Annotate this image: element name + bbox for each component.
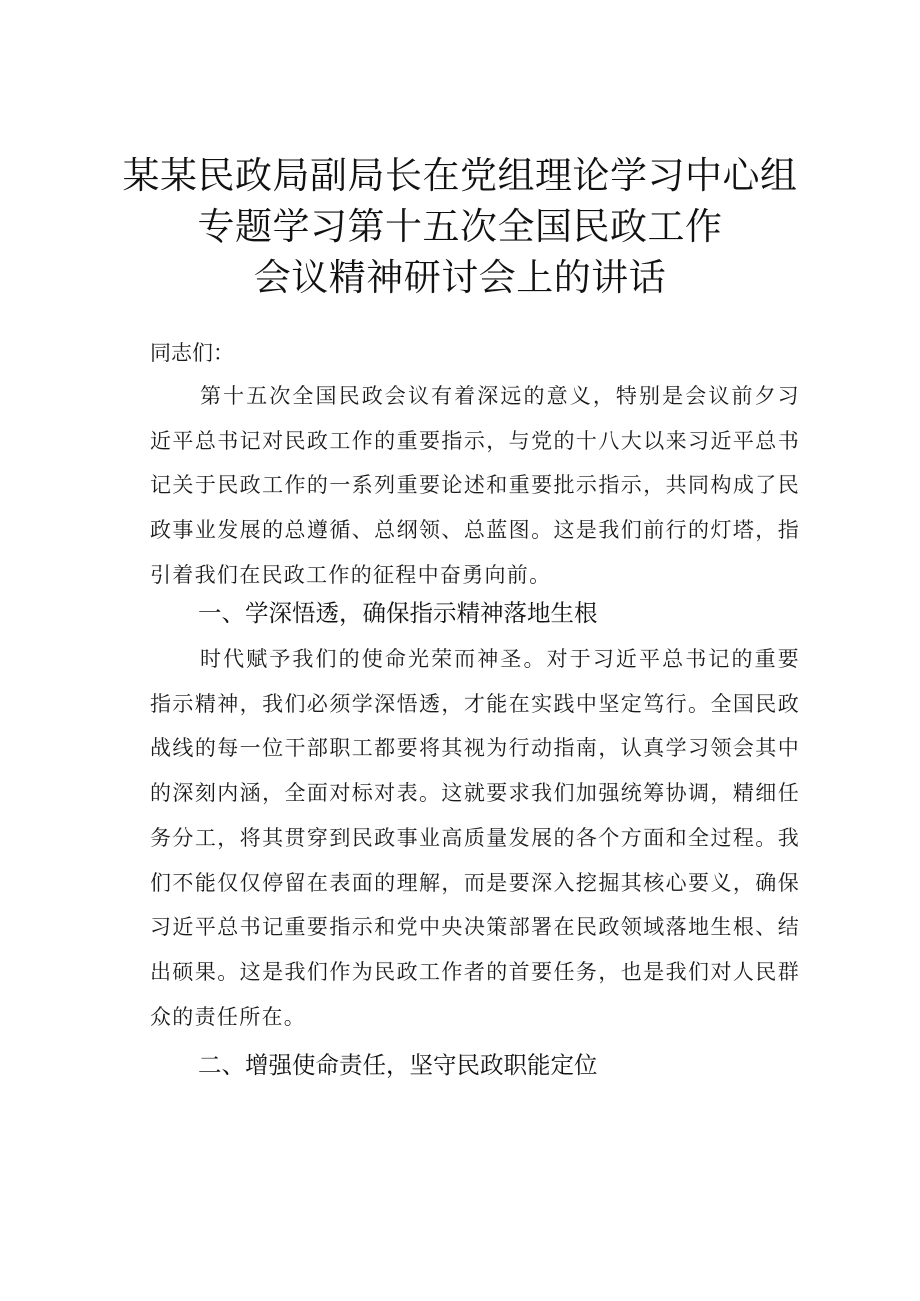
paragraph-section-1: 时代赋予我们的使命光荣而神圣。对于习近平总书记的重要指示精神，我们必须学深悟透，才能在实践中坚定笃行。全国民政战线的每一位干部职工都要将其视为行动指南，认真学习领会其中的深刻内涵，全面对标对表。这就要求我们加强统筹协调，精细任务分工，将其贯穿到民政事业高质量发展的各个方面和全过程。我们不能仅仅停留在表面的理解，而是要深入挖掘其核心要义，确保习近平总书记重要指示和党中央决策部署在民政领域落地生根、结出硕果。这是我们作为民政工作者的首要任务，也是我们对人民群众的责任所在。 — [150, 647, 800, 1029]
title-line-1: 某某民政局副局长在党组理论学习中心组 — [122, 154, 798, 197]
title-line-2: 专题学习第十五次全国民政工作 — [197, 205, 723, 248]
section-heading-2: 二、增强使命责任，坚守民政职能定位 — [198, 1051, 598, 1079]
document-title — [100, 150, 820, 303]
title-line-3: 会议精神研讨会上的讲话 — [253, 256, 667, 299]
salutation: 同志们： — [150, 341, 234, 365]
section-heading-1: 一、学深悟透，确保指示精神落地生根 — [198, 599, 598, 627]
paragraph-intro: 第十五次全国民政会议有着深远的意义，特别是会议前夕习近平总书记对民政工作的重要指示，与党的十八大以来习近平总书记关于民政工作的一系列重要论述和重要批示指示，共同构成了民政事业发展的总遵循、总纲领、总蓝图。这是我们前行的灯塔，指引着我们在民政工作的征程中奋勇向前。 — [150, 384, 800, 587]
